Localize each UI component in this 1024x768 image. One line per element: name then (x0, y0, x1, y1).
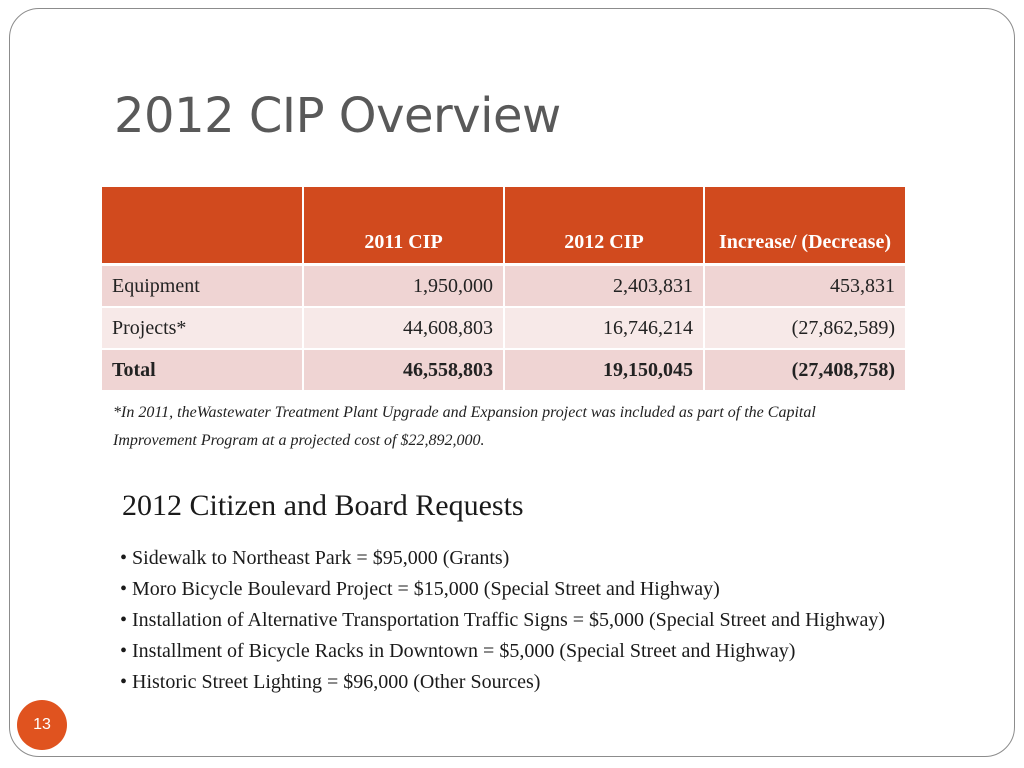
cell-2012: 19,150,045 (504, 349, 704, 391)
list-item (120, 543, 885, 574)
cell-change: (27,862,589) (704, 307, 905, 349)
header-cell-change: Increase/ (Decrease) (704, 187, 905, 265)
list-item (120, 667, 885, 698)
list-item-text: Moro Bicycle Boulevard Project = $15,000 (Special Street and Highway) (132, 578, 720, 600)
bullet-icon: • (120, 547, 128, 569)
list-item (120, 636, 885, 667)
list-item-text: Installation of Alternative Transportation Traffic Signs = $5,000 (Special Street and Highway) (132, 609, 886, 631)
list-item (120, 574, 885, 605)
cell-change: (27,408,758) (704, 349, 905, 391)
row-label: Projects* (102, 307, 303, 349)
cell-2012: 2,403,831 (504, 265, 704, 308)
table-header-row (102, 187, 905, 265)
header-cell-2011: 2011 CIP (303, 187, 504, 265)
header-cell-label (102, 187, 303, 265)
header-cell-2012: 2012 CIP (504, 187, 704, 265)
slide-title: 2012 CIP Overview (114, 88, 561, 144)
list-item-text: Historic Street Lighting = $96,000 (Other Sources) (132, 671, 541, 693)
cell-2012: 16,746,214 (504, 307, 704, 349)
cell-2011: 44,608,803 (303, 307, 504, 349)
cip-overview-table (102, 187, 905, 392)
table-footnote: *In 2011, theWastewater Treatment Plant Upgrade and Expansion project was included as part of the Capital Improvement Program at a projected cost of $22,892,000. (113, 404, 816, 449)
requests-list (120, 543, 885, 698)
requests-heading: 2012 Citizen and Board Requests (122, 489, 524, 522)
bullet-icon: • (120, 640, 128, 662)
bullet-icon: • (120, 671, 128, 693)
bullet-icon: • (120, 578, 128, 600)
bullet-icon: • (120, 609, 128, 631)
row-label: Equipment (102, 265, 303, 308)
table-row (102, 265, 905, 308)
cell-change: 453,831 (704, 265, 905, 308)
cell-2011: 46,558,803 (303, 349, 504, 391)
list-item-text: Sidewalk to Northeast Park = $95,000 (Grants) (132, 547, 510, 569)
cell-2011: 1,950,000 (303, 265, 504, 308)
page-number-badge: 13 (17, 700, 67, 750)
table-total-row (102, 349, 905, 391)
list-item (120, 605, 885, 636)
table-row (102, 307, 905, 349)
row-label: Total (102, 349, 303, 391)
list-item-text: Installment of Bicycle Racks in Downtown = $5,000 (Special Street and Highway) (132, 640, 796, 662)
